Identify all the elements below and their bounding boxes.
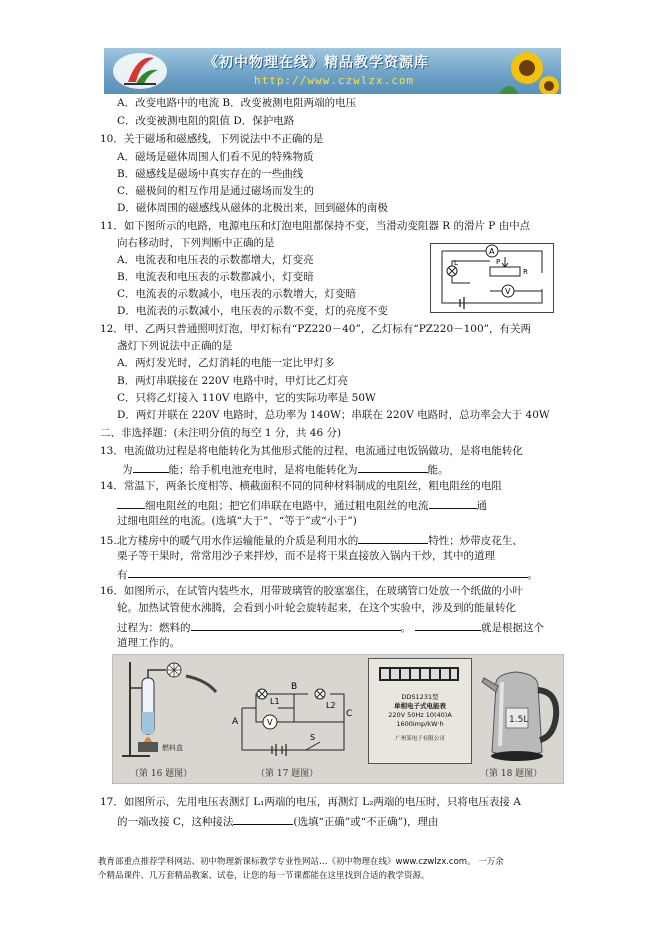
fig17-lamp-l2-label: L2 — [326, 701, 336, 710]
svg-text:A: A — [489, 247, 495, 256]
q16-line-1: 16．如图所示，在试管内装些水，用带玻璃管的胶塞塞住，在玻璃管口处放一个纸做的小叶 — [100, 585, 523, 597]
logo-icon — [110, 50, 170, 92]
q12-stem-2: 盏灯下列说法中正确的是 — [117, 340, 233, 352]
q13-blank-1[interactable] — [133, 461, 169, 473]
q15-line-2: 栗子等干果时，常常用沙子来拌炒，而不是将干果直接放入锅内干炒，其中的道理 — [117, 550, 495, 562]
q11-option-a: A．电流表和电压表的示数都增大，灯变亮 — [117, 254, 314, 266]
q9-options-cd: C．改变被测电阻的阻值 D．保护电路 — [117, 115, 295, 127]
meter-maker: 广州某电子有限公司 — [395, 736, 445, 742]
q15-line-1: 15.北方楼房中的暖气用水作运输能量的介质是利用水的 特性；炒带皮花生、 — [100, 532, 523, 548]
q15-line-3: 有 。 — [117, 566, 538, 582]
fig17-circuit-diagram — [232, 664, 356, 762]
fig17-node-b: B — [291, 682, 298, 692]
q12-option-b: B．两灯串联接在 220V 电路中时，甲灯比乙灯亮 — [117, 375, 349, 387]
q11-option-d: D．电流表的示数减小，电压表的示数不变，灯的亮度不变 — [117, 305, 388, 317]
q17-line-1: 17．如图所示，先用电压表测灯 L₁两端的电压，再测灯 L₂两端的电压时，只将电压表接 A — [100, 796, 521, 808]
q10-option-c: C．磁极间的相互作用是通过磁场而发生的 — [117, 185, 315, 197]
footer-line-2: 个精品课件、几万套精品教案、试卷，让您的每一节课都能在这里找到合适的教学资源。 — [98, 871, 430, 881]
q13-line-1: 13．电流做功过程是将电能转化为其他形式能的过程，电流通过电饭锅做功，是将电能转化 — [100, 445, 523, 457]
q10-option-a: A．磁场是磁体周围人们看不见的特殊物质 — [117, 151, 314, 163]
footer-line-1: 教育部重点推荐学科网站、初中物理新课标教学专业性网站…《初中物理在线》www.czwlzx.com。 一万余 — [98, 857, 504, 867]
svg-text:V: V — [505, 287, 511, 296]
q16-line-2: 轮。加热试管使水沸腾，会看到小叶轮会旋转起来，在这个实验中，涉及到的能量转化 — [117, 602, 516, 614]
q12-option-c: C．只将乙灯接入 110V 电路中，它的实际功率是 50W — [117, 392, 376, 404]
fig16-steam-turbine-diagram — [116, 658, 226, 762]
fig18-energy-meter — [368, 658, 472, 764]
banner-title: 《初中物理在线》精品教学资源库 — [204, 55, 429, 71]
meter-model: DDS1231型 — [401, 693, 439, 701]
fig17-voltmeter-label: V — [267, 718, 273, 727]
q12-option-a: A．两灯发光时，乙灯消耗的电能一定比甲灯多 — [117, 357, 335, 369]
fig17-switch-label: S — [310, 733, 316, 742]
q14-line-1: 14．常温下，两条长度相等、横截面积不同的同种材料制成的电阻丝，粗电阻丝的电阻 — [100, 480, 502, 492]
svg-text:R: R — [523, 268, 528, 276]
q14-blank-2[interactable] — [429, 497, 477, 509]
q13-blank-2[interactable] — [358, 461, 428, 473]
q16-blank-1[interactable] — [191, 619, 401, 631]
svg-text:P: P — [496, 258, 501, 266]
kettle-capacity-label: 1.5L — [509, 715, 529, 725]
fig16-fuel-label: 燃料盒 — [162, 744, 183, 752]
svg-text:L: L — [454, 259, 458, 267]
q12-option-d: D．两灯并联在 220V 电路时，总功率为 140W；串联在 220V 电路时，总功率会大于 40W — [117, 409, 550, 421]
q16-line-4: 道理工作的。 — [117, 637, 180, 649]
q13-line-2: 为 能；给手机电池充电时，是将电能转化为 能。 — [122, 461, 449, 477]
q15-blank-1[interactable] — [358, 532, 428, 544]
sunflower-icon — [489, 48, 559, 94]
meter-name: 单相电子式电能表 — [394, 702, 446, 710]
banner-url[interactable]: http://www.czwlzx.com — [254, 74, 415, 87]
q14-blank-1[interactable] — [117, 497, 145, 509]
fig18-kettle-image — [476, 656, 560, 766]
fig17-caption: （第 17 题图） — [256, 769, 319, 779]
q17-line-2: 的一端改接 C，这种接法 (选填“正确”或“不正确”)，理由 — [117, 813, 439, 829]
header-banner — [104, 48, 561, 94]
fig17-node-a: A — [232, 717, 239, 727]
q12-stem-1: 12．甲、乙两只普通照明灯泡，甲灯标有“PZ220－40”，乙灯标有“PZ220－100”，有关两 — [100, 323, 532, 335]
fig16-caption: （第 16 题图） — [130, 769, 193, 779]
meter-spec-1: 220V 50Hz 10(40)A — [388, 711, 452, 719]
q14-line-3: 过细电阻丝的电流。(选填“大于”、“等于”或“小于”) — [117, 515, 357, 527]
meter-spec-2: 1600imp/kW·h — [396, 720, 444, 728]
q16-line-3: 过程为：燃料的 。 就是根据这个 — [117, 619, 544, 635]
q10-option-d: D．磁体周围的磁感线从磁体的北极出来，回到磁体的南极 — [117, 202, 388, 214]
q10-option-b: B．磁感线是磁场中真实存在的一些曲线 — [117, 168, 304, 180]
q11-stem-1: 11．如下图所示的电路，电源电压和灯泡电阻都保持不变，当滑动变阻器 R 的滑片 P 由中点 — [100, 220, 531, 232]
q11-option-c: C．电流表的示数减小，电压表的示数增大，灯变暗 — [117, 288, 357, 300]
section-two-heading: 二、非选择题：(未注明分值的每空 1 分，共 46 分) — [100, 427, 342, 439]
q10-stem: 10．关于磁场和磁感线，下列说法中不正确的是 — [100, 133, 324, 145]
q15-blank-2[interactable] — [128, 566, 528, 578]
q11-stem-2: 向右移动时，下列判断中正确的是 — [117, 237, 275, 249]
q16-blank-2[interactable] — [415, 619, 481, 631]
q14-line-2: 细电阻丝的电阻；把它们串联在电路中，通过粗电阻丝的电流 通 — [117, 497, 487, 513]
q11-option-b: B．电流表和电压表的示数都减小，灯变暗 — [117, 271, 314, 283]
fig18-caption: （第 18 题图） — [480, 769, 543, 779]
fig17-node-c: C — [346, 709, 353, 719]
q9-options-ab: A．改变电路中的电流 B．改变被测电阻两端的电压 — [117, 97, 357, 109]
q17-blank-1[interactable] — [233, 813, 293, 825]
fig17-lamp-l1-label: L1 — [270, 697, 280, 706]
q11-circuit-diagram — [430, 243, 554, 313]
